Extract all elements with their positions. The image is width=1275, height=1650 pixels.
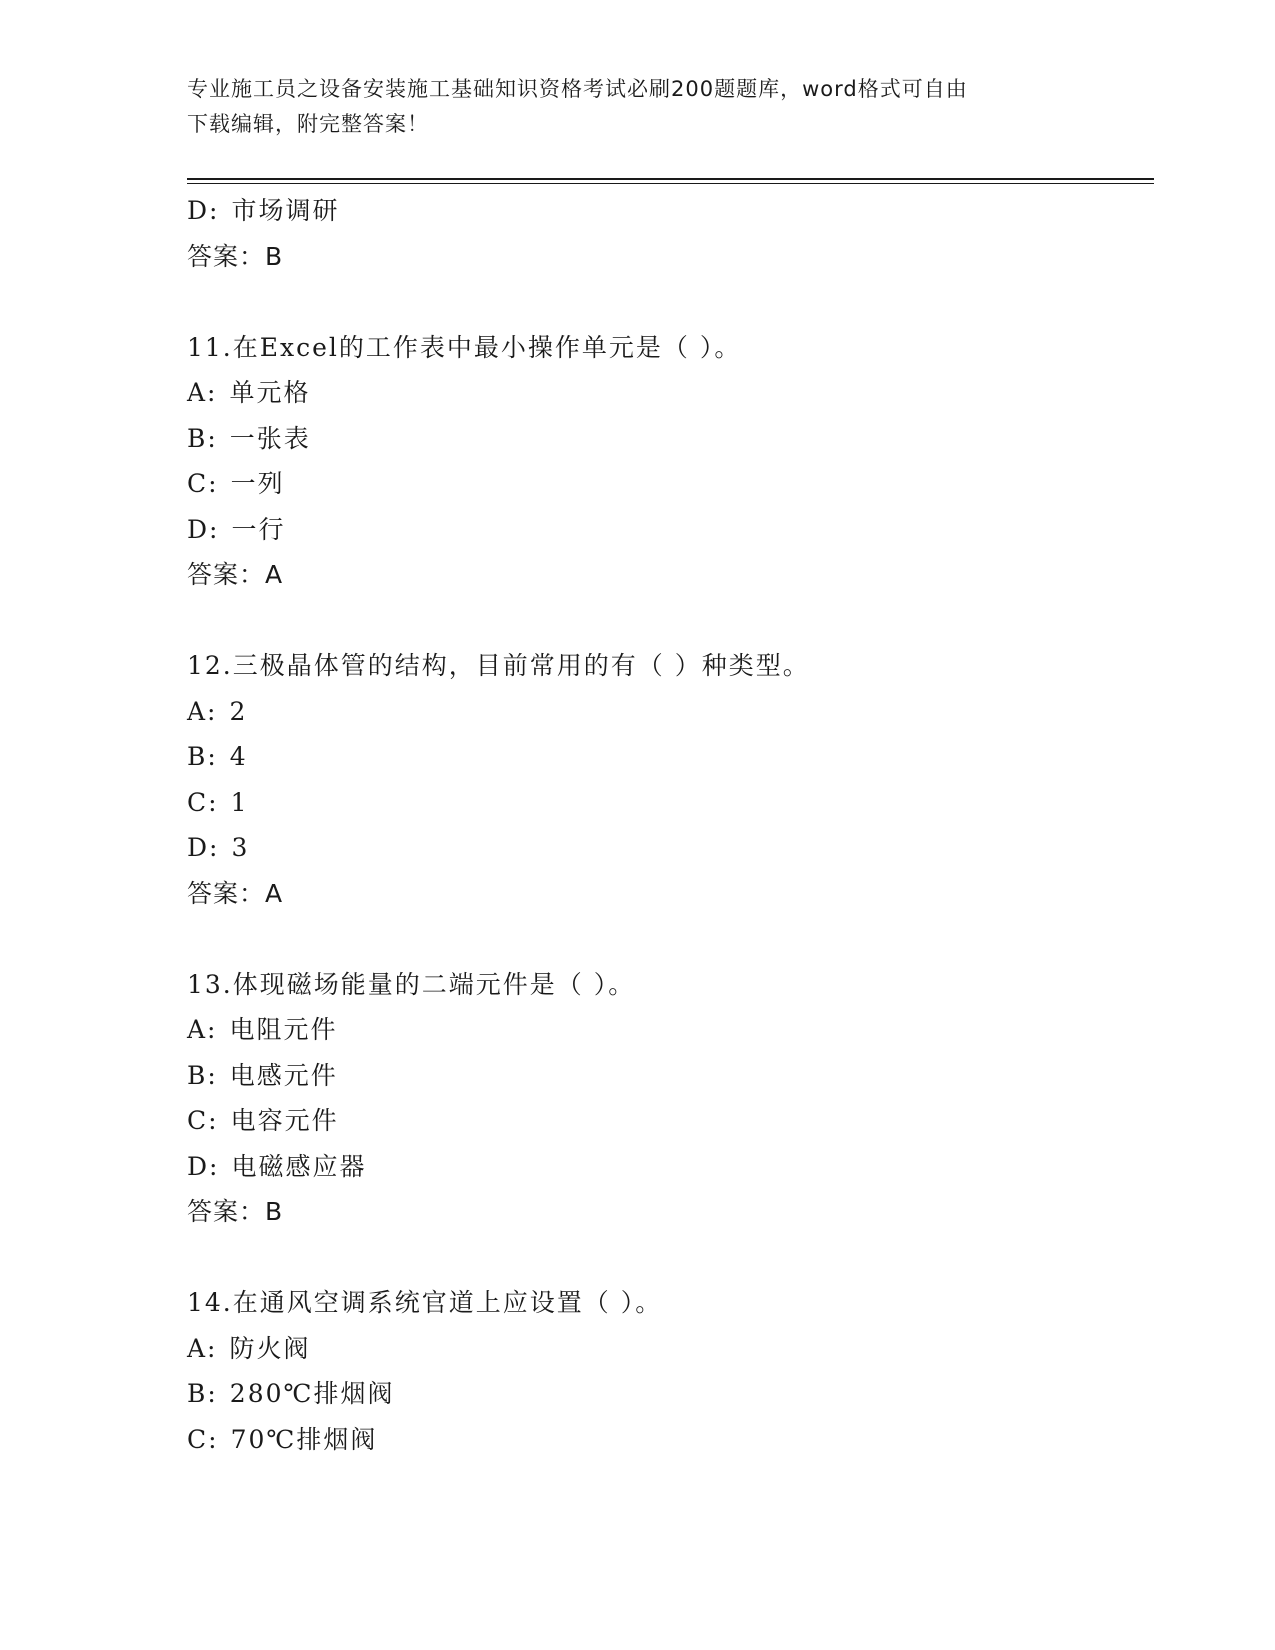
option-line	[187, 1053, 1147, 1099]
option-letter: A:	[187, 696, 218, 726]
option-text: 一行	[231, 514, 286, 544]
option-text: 一张表	[229, 423, 311, 453]
option-letter: A:	[187, 378, 218, 407]
option-line	[187, 1144, 1147, 1190]
question-stem: 12.三极晶体管的结构，目前常用的有（ ）种类型。	[187, 651, 810, 680]
option-text: 280℃排烟阀	[229, 1379, 395, 1408]
question-stem: 13.体现磁场能量的二端元件是（ ）。	[187, 969, 636, 999]
answer-line: 答案：B	[187, 1197, 284, 1226]
question-list	[187, 188, 1147, 1462]
option-text: 1	[230, 787, 249, 817]
spacer	[187, 598, 1147, 644]
header-title-line-2: 下载编辑，附完整答案！	[187, 112, 429, 136]
option-line	[187, 1326, 1147, 1372]
option-letter: C:	[187, 1106, 219, 1135]
option-text: 70℃排烟阀	[230, 1424, 378, 1454]
option-line	[187, 1098, 1147, 1144]
header-title-line-1: 专业施工员之设备安装施工基础知识资格考试必刷200题题库，word格式可自由	[187, 77, 968, 101]
answer-line: 答案：B	[187, 241, 284, 271]
answer-line: 答案：A	[187, 560, 284, 589]
option-line	[187, 416, 1147, 462]
option-line	[187, 1371, 1147, 1417]
option-line	[187, 689, 1147, 735]
option-line	[187, 780, 1147, 826]
option-letter: B:	[187, 1379, 218, 1408]
spacer	[187, 916, 1147, 962]
option-text: 电阻元件	[229, 1015, 338, 1044]
spacer	[187, 279, 1147, 325]
option-text: 3	[231, 833, 250, 862]
option-letter: D:	[187, 514, 220, 544]
option-line	[187, 825, 1147, 871]
option-letter: D:	[187, 1151, 220, 1181]
spacer	[187, 1235, 1147, 1281]
option-text: 4	[229, 742, 248, 771]
option-text: 防火阀	[229, 1333, 311, 1363]
option-text: 电磁感应器	[231, 1151, 367, 1181]
question-stem: 11.在Excel的工作表中最小操作单元是（ ）。	[187, 332, 742, 362]
option-line	[187, 188, 1147, 234]
answer-line: 答案：A	[187, 878, 284, 908]
option-letter: A:	[187, 1333, 218, 1363]
option-line	[187, 370, 1147, 416]
document-header	[187, 72, 1067, 142]
option-text: 一列	[230, 469, 285, 498]
option-letter: D:	[187, 833, 220, 862]
option-letter: B:	[187, 742, 218, 771]
option-line	[187, 507, 1147, 553]
option-line	[187, 734, 1147, 780]
option-text: 市场调研	[231, 196, 340, 225]
option-text: 2	[229, 696, 248, 726]
option-text: 单元格	[229, 378, 311, 407]
option-line	[187, 1007, 1147, 1053]
option-letter: A:	[187, 1015, 218, 1044]
option-letter: C:	[187, 1424, 219, 1454]
option-letter: B:	[187, 423, 218, 453]
option-text: 电容元件	[230, 1106, 339, 1135]
option-line	[187, 461, 1147, 507]
option-letter: D:	[187, 196, 220, 225]
option-letter: C:	[187, 787, 219, 817]
option-letter: C:	[187, 469, 219, 498]
option-letter: B:	[187, 1060, 218, 1090]
option-line	[187, 1417, 1147, 1463]
question-stem: 14.在通风空调系统官道上应设置（ ）。	[187, 1288, 663, 1317]
header-divider	[187, 178, 1154, 184]
option-text: 电感元件	[229, 1060, 338, 1090]
